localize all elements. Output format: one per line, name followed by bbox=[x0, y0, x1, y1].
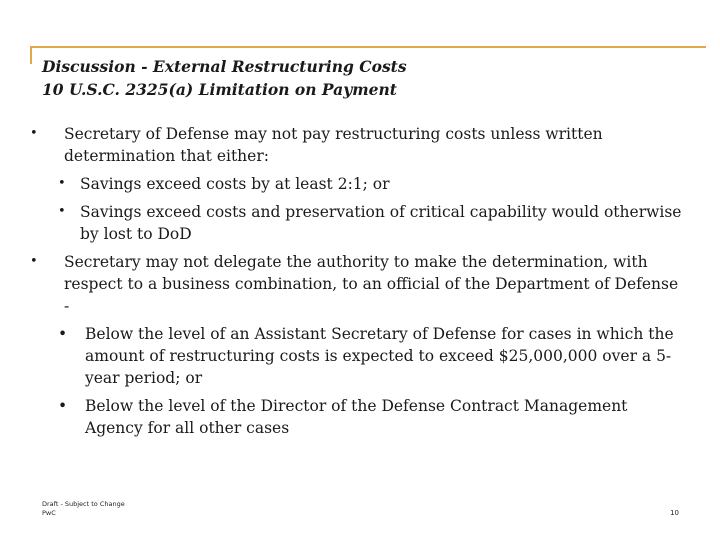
bullet-item bbox=[28, 123, 688, 167]
title-accent-rule-vertical bbox=[30, 46, 32, 64]
slide-title bbox=[42, 55, 692, 101]
title-accent-rule bbox=[30, 46, 706, 48]
bullet-item bbox=[28, 251, 688, 317]
sub-bullet-item bbox=[28, 395, 688, 439]
page-number: 10 bbox=[670, 509, 679, 517]
slide-footer bbox=[42, 500, 125, 518]
slide-body bbox=[28, 123, 688, 445]
slide-title-line-1: Discussion - External Restructuring Costs bbox=[42, 57, 407, 76]
sub-bullet-text: Below the level of the Director of the Defense Contract Management Agency for all other cases bbox=[85, 397, 628, 437]
slide-title-line-2: 10 U.S.C. 2325(a) Limitation on Payment bbox=[42, 80, 397, 99]
sub-bullet-text: Savings exceed costs and preservation of critical capability would otherwise by lost to DoD bbox=[80, 203, 682, 243]
bullet-text: Secretary may not delegate the authority to make the determination, with respect to a business combination, to an official of the Department of Defense - bbox=[64, 253, 679, 315]
sub-bullet-text: Savings exceed costs by at least 2:1; or bbox=[80, 175, 390, 193]
bullet-marker: • bbox=[58, 176, 66, 191]
sub-bullet-item bbox=[28, 201, 688, 245]
bullet-text: Secretary of Defense may not pay restructuring costs unless written determination that either: bbox=[64, 125, 603, 165]
bullet-marker: • bbox=[58, 397, 68, 415]
bullet-marker: • bbox=[58, 204, 66, 219]
bullet-marker: • bbox=[30, 254, 38, 269]
sub-bullet-item bbox=[28, 173, 688, 195]
bullet-marker: • bbox=[30, 126, 38, 141]
footer-company: PwC bbox=[42, 509, 56, 517]
bullet-marker: • bbox=[58, 325, 68, 343]
sub-bullet-item bbox=[28, 323, 688, 389]
sub-bullet-text: Below the level of an Assistant Secretary of Defense for cases in which the amount of restructuring costs is expected to exceed $25,000,000 over a 5-year period; or bbox=[85, 325, 674, 387]
footer-draft-note: Draft - Subject to Change bbox=[42, 500, 125, 508]
